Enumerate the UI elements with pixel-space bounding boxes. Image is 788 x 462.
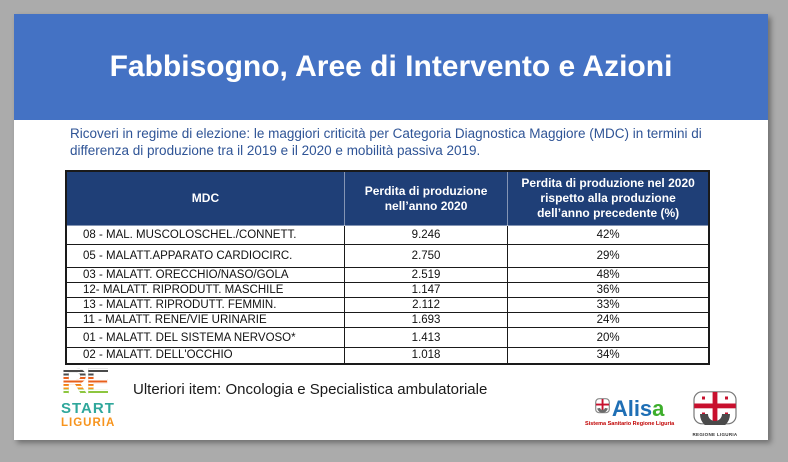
footer-note: Ulteriori item: Oncologia e Specialistica ambulatoriale [133,381,488,398]
cell-mdc: 13 - MALATT. RIPRODUTT. FEMMIN. [66,298,344,313]
alisa-tagline: Sistema Sanitario Regione Liguria [585,421,675,427]
cell-mdc: 01 - MALATT. DEL SISTEMA NERVOSO* [66,328,344,348]
regione-shield-icon [693,391,737,430]
cell-mdc: 03 - MALATT. ORECCHIO/NASO/GOLA [66,268,344,283]
cell-pct: 48% [508,268,709,283]
regione-liguria-logo [690,391,740,437]
restart-liguria-logo [61,363,131,430]
cell-pct: 24% [508,313,709,328]
table-row [66,245,709,268]
cell-loss: 2.519 [344,268,507,283]
table-row [66,348,709,364]
col-header-loss: Perdita di produzione nell’anno 2020 [344,171,507,226]
cell-pct: 29% [508,245,709,268]
table-row [66,226,709,245]
cell-mdc: 11 - MALATT. RENE/VIE URINARIE [66,313,344,328]
cell-loss: 1.413 [344,328,507,348]
table-row [66,283,709,298]
mdc-table [65,170,710,365]
table-row [66,313,709,328]
regione-caption: REGIONE LIGURIA [692,432,738,437]
cell-loss: 9.246 [344,226,507,245]
cell-mdc: 08 - MAL. MUSCOLOSCHEL./CONNETT. [66,226,344,245]
restart-logo-re: RE [61,361,109,402]
cell-pct: 20% [508,328,709,348]
cell-loss: 2.112 [344,298,507,313]
cell-pct: 36% [508,283,709,298]
alisa-logo [585,398,674,427]
col-header-mdc: MDC [66,171,344,226]
cell-pct: 33% [508,298,709,313]
cell-mdc: 12- MALATT. RIPRODUTT. MASCHILE [66,283,344,298]
col-header-pct: Perdita di produzione nel 2020 rispetto alla produzione dell’anno precedente (%) [508,171,709,226]
alisa-wordmark: Alisa [611,396,665,421]
table-row [66,268,709,283]
cell-loss: 1.147 [344,283,507,298]
cell-loss: 2.750 [344,245,507,268]
restart-logo-liguria: LIGURIA [61,417,116,429]
cell-mdc: 05 - MALATT.APPARATO CARDIOCIRC. [66,245,344,268]
presentation-slide [14,14,768,440]
intro-paragraph: Ricoveri in regime di elezione: le maggiori criticità per Categoria Diagnostica Maggiore (MDC) in termini di differenza di produzione tra il 2019 e il 2020 e mobilità passiva 2019. [70,126,702,158]
restart-logo-start: START [61,400,115,417]
cell-mdc: 02 - MALATT. DELL'OCCHIO [66,348,344,364]
table-header-row [66,171,709,226]
cell-pct: 42% [508,226,709,245]
cell-loss: 1.018 [344,348,507,364]
alisa-shield-icon [595,398,610,420]
title-band [14,14,768,120]
table-row [66,298,709,313]
slide-title: Fabbisogno, Aree di Intervento e Azioni [109,50,673,83]
cell-loss: 1.693 [344,313,507,328]
table-row [66,328,709,348]
cell-pct: 34% [508,348,709,364]
